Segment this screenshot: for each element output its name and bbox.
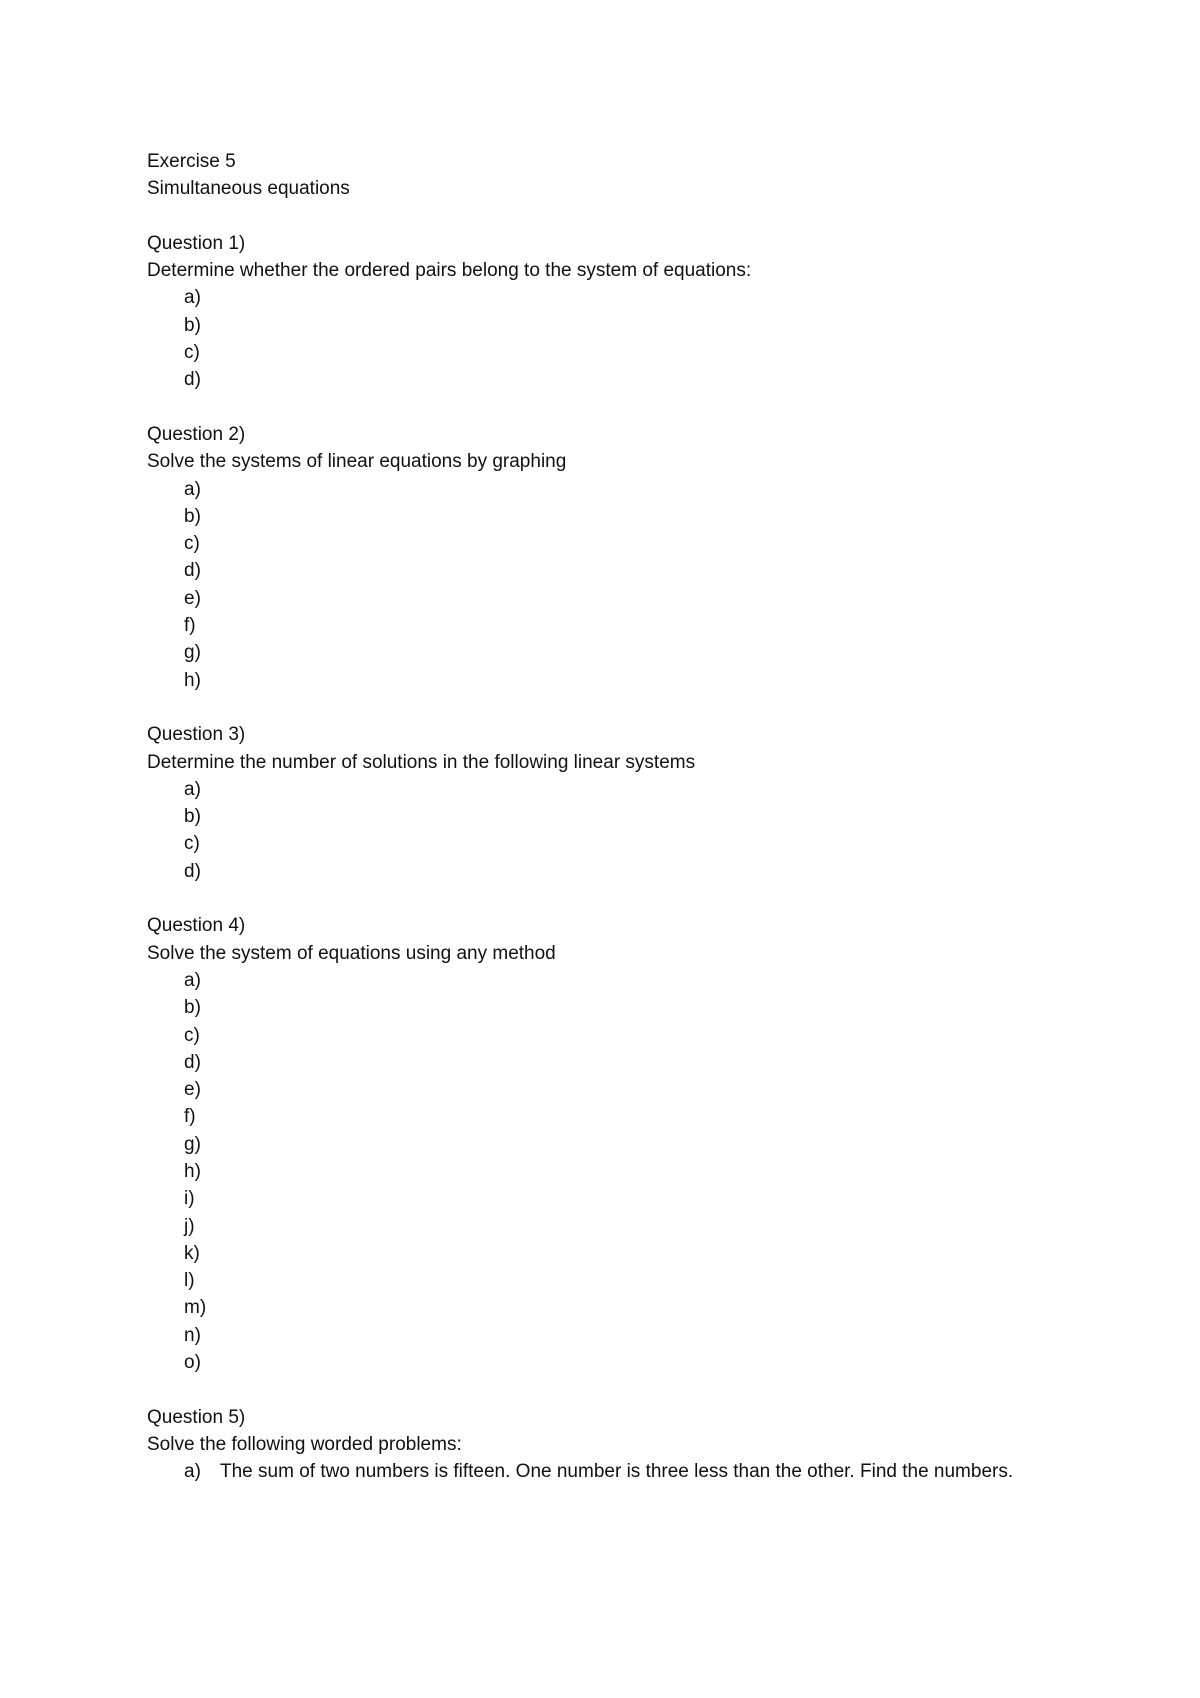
question-heading: Question 2) bbox=[147, 423, 246, 445]
worded-problem-label: a) bbox=[184, 1461, 201, 1483]
question-item: e) bbox=[184, 587, 201, 609]
question-item: o) bbox=[184, 1352, 201, 1374]
spacer bbox=[147, 694, 1065, 721]
question-heading: Question 4) bbox=[147, 915, 246, 937]
question-3 bbox=[147, 721, 1065, 885]
question-prompt: Determine the number of solutions in the following linear systems bbox=[147, 751, 696, 773]
question-prompt: Solve the following worded problems: bbox=[147, 1433, 462, 1455]
question-item: h) bbox=[184, 1160, 201, 1182]
question-prompt: Solve the systems of linear equations by graphing bbox=[147, 451, 567, 473]
spacer bbox=[147, 885, 1065, 912]
question-item: n) bbox=[184, 1324, 201, 1346]
question-prompt: Solve the system of equations using any method bbox=[147, 942, 556, 964]
question-item-list bbox=[147, 284, 1065, 393]
question-5 bbox=[147, 1404, 1065, 1486]
question-item: c) bbox=[184, 533, 200, 555]
question-item: a) bbox=[184, 969, 201, 991]
question-item: b) bbox=[184, 806, 201, 828]
question-item: a) bbox=[184, 478, 201, 500]
question-item: a) bbox=[184, 287, 201, 309]
question-item-list bbox=[147, 476, 1065, 694]
question-heading: Question 1) bbox=[147, 232, 246, 254]
spacer bbox=[147, 394, 1065, 421]
question-item: i) bbox=[184, 1188, 195, 1210]
question-item: a) bbox=[184, 778, 201, 800]
worded-problem-text: The sum of two numbers is fifteen. One number is three less than the other. Find the numbers. bbox=[220, 1461, 1014, 1483]
question-item: e) bbox=[184, 1079, 201, 1101]
question-item: c) bbox=[184, 342, 200, 364]
question-item: m) bbox=[184, 1297, 207, 1319]
question-item-list bbox=[147, 967, 1065, 1376]
question-item: g) bbox=[184, 642, 201, 664]
question-item: j) bbox=[184, 1215, 195, 1237]
question-item: b) bbox=[184, 314, 201, 336]
question-item: d) bbox=[184, 1051, 201, 1073]
question-1 bbox=[147, 230, 1065, 394]
question-item: b) bbox=[184, 997, 201, 1019]
exercise-subtitle: Simultaneous equations bbox=[147, 178, 350, 200]
question-heading: Question 3) bbox=[147, 724, 246, 746]
question-item: b) bbox=[184, 505, 201, 527]
question-item: c) bbox=[184, 1024, 200, 1046]
document-page bbox=[147, 148, 1065, 1486]
question-item-list bbox=[147, 776, 1065, 885]
spacer bbox=[147, 1376, 1065, 1403]
question-item: c) bbox=[184, 833, 200, 855]
question-prompt: Determine whether the ordered pairs belong to the system of equations: bbox=[147, 260, 752, 282]
question-item: f) bbox=[184, 1106, 196, 1128]
question-4 bbox=[147, 912, 1065, 1376]
question-item: k) bbox=[184, 1242, 200, 1264]
exercise-title: Exercise 5 bbox=[147, 151, 236, 172]
spacer bbox=[147, 203, 1065, 230]
question-item: h) bbox=[184, 669, 201, 691]
question-heading: Question 5) bbox=[147, 1406, 246, 1428]
question-item: g) bbox=[184, 1133, 201, 1155]
worded-problem-item bbox=[147, 1458, 1065, 1485]
question-item: f) bbox=[184, 615, 196, 637]
question-item: l) bbox=[184, 1270, 195, 1292]
question-2 bbox=[147, 421, 1065, 694]
question-item: d) bbox=[184, 560, 201, 582]
question-item: d) bbox=[184, 369, 201, 391]
question-item: d) bbox=[184, 860, 201, 882]
